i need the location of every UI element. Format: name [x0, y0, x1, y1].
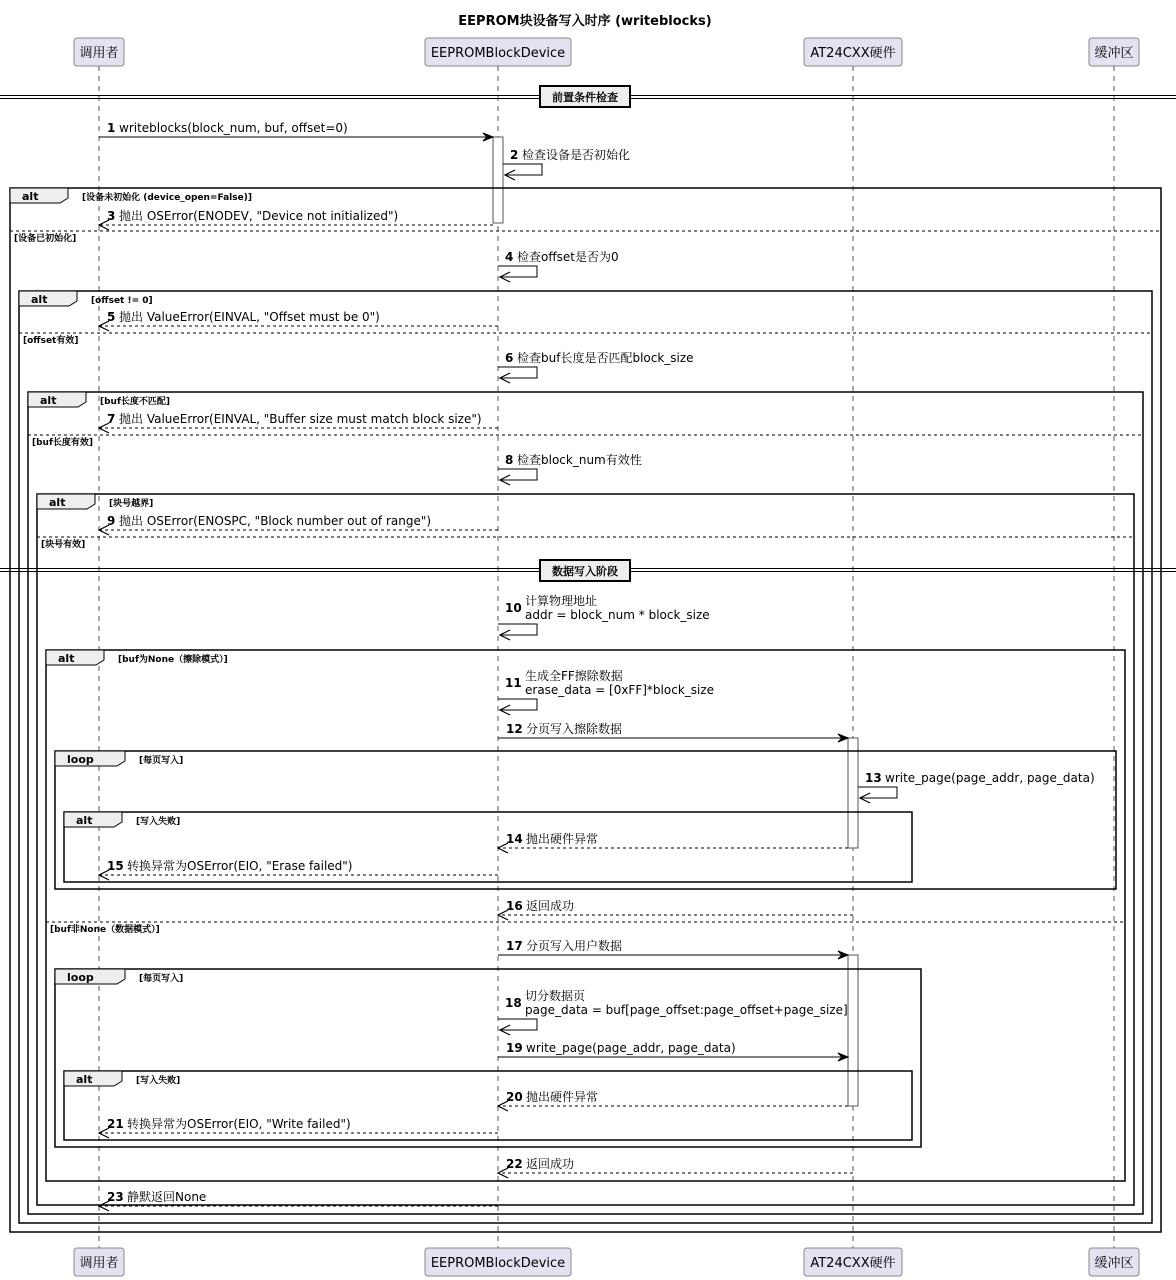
fragment-guard: [offset != 0] — [91, 296, 153, 306]
fragment-guard: [设备未初始化 (device_open=False)] — [82, 193, 252, 203]
message-2 — [503, 147, 630, 180]
message-label: 生成全FF擦除数据 — [525, 669, 623, 683]
message-3 — [99, 208, 493, 230]
message-label: 抛出 OSError(ENOSPC, "Block number out of range") — [119, 514, 432, 528]
fragment-tab — [19, 291, 77, 306]
message-19 — [498, 1041, 848, 1061]
message-label: 计算物理地址 — [525, 594, 598, 608]
message-number: 12 — [506, 722, 523, 736]
message-label: erase_data = [0xFF]*block_size — [525, 683, 715, 697]
fragment-keyword: alt — [76, 814, 93, 827]
message-number: 20 — [506, 1090, 523, 1104]
message-number: 19 — [506, 1041, 523, 1055]
fragment-keyword: alt — [31, 293, 48, 306]
message-label: 转换异常为OSError(EIO, "Erase failed") — [127, 859, 353, 873]
fragment-alt-1 — [10, 188, 1161, 1232]
message-6 — [498, 350, 694, 383]
message-label: 返回成功 — [526, 899, 575, 913]
activation-bar-3 — [848, 955, 858, 1106]
message-10 — [498, 593, 710, 640]
message-22 — [498, 1156, 853, 1178]
message-label: 抛出硬件异常 — [526, 832, 599, 846]
fragment-else-guard: [buf长度有效] — [32, 438, 93, 448]
fragment-tab — [64, 1071, 122, 1086]
participants — [74, 38, 1139, 1276]
message-label: 静默返回None — [127, 1190, 207, 1204]
combined-fragments — [10, 188, 1161, 1232]
divider-label: 数据写入阶段 — [552, 565, 618, 578]
participant-hw-bottom — [804, 1248, 902, 1276]
fragment-keyword: alt — [40, 394, 57, 407]
message-number: 8 — [505, 453, 514, 467]
participant-label: 缓冲区 — [1094, 1256, 1134, 1271]
section-divider-1 — [0, 86, 1176, 107]
fragment-alt-2 — [19, 291, 1152, 1223]
message-label: 抛出 ValueError(EINVAL, "Buffer size must match block size") — [119, 412, 482, 426]
message-number: 10 — [505, 601, 522, 615]
fragment-keyword: alt — [58, 652, 75, 665]
message-15 — [99, 858, 498, 880]
message-number: 15 — [107, 859, 124, 873]
message-14 — [498, 831, 848, 853]
participant-device-bottom — [425, 1248, 571, 1276]
participant-label: AT24CXX硬件 — [810, 1256, 896, 1271]
message-number: 4 — [505, 250, 514, 264]
message-number: 23 — [107, 1190, 124, 1204]
participant-label: EEPROMBlockDevice — [430, 46, 566, 61]
message-23 — [99, 1189, 498, 1211]
message-label: 分页写入用户数据 — [526, 939, 623, 953]
message-number: 11 — [505, 676, 522, 690]
fragment-guard: [写入失败] — [136, 1076, 181, 1086]
message-4 — [498, 249, 619, 282]
section-divider-2 — [0, 560, 1176, 581]
activation-bar-1 — [493, 137, 503, 223]
participant-label: 调用者 — [79, 1256, 119, 1271]
fragment-tab — [28, 392, 86, 407]
message-label: 检查buf长度是否匹配block_size — [517, 351, 694, 365]
message-number: 2 — [510, 148, 519, 162]
participant-device-top — [425, 38, 571, 66]
message-label: 分页写入擦除数据 — [526, 722, 623, 736]
message-16 — [498, 898, 853, 920]
participant-label: 缓冲区 — [1094, 46, 1134, 61]
message-label: 抛出 ValueError(EINVAL, "Offset must be 0") — [119, 310, 380, 324]
message-label: page_data = buf[page_offset:page_offset+page_size] — [525, 1003, 848, 1017]
fragment-keyword: alt — [76, 1073, 93, 1086]
message-label: write_page(page_addr, page_data) — [526, 1041, 736, 1055]
activation-bar-2 — [848, 738, 858, 848]
message-18 — [498, 988, 848, 1035]
fragment-else-guard: [offset有效] — [23, 336, 79, 346]
participant-label: 调用者 — [79, 46, 119, 61]
fragment-else-guard: [设备已初始化] — [14, 234, 77, 244]
message-number: 7 — [107, 412, 116, 426]
message-number: 16 — [506, 899, 523, 913]
message-number: 9 — [107, 514, 116, 528]
message-number: 14 — [506, 832, 523, 846]
fragment-tab — [10, 188, 68, 203]
message-number: 5 — [107, 310, 116, 324]
message-number: 1 — [107, 121, 116, 135]
message-17 — [498, 938, 848, 959]
message-number: 6 — [505, 351, 514, 365]
message-9 — [99, 513, 498, 535]
message-number: 3 — [107, 209, 116, 223]
fragment-tab — [46, 650, 104, 665]
participant-label: AT24CXX硬件 — [810, 46, 896, 61]
message-label: 检查offset是否为0 — [517, 250, 619, 264]
message-7 — [99, 411, 498, 433]
fragment-guard: [buf长度不匹配] — [100, 397, 170, 407]
fragment-guard: [每页写入] — [139, 974, 184, 984]
participant-caller-top — [74, 38, 124, 66]
message-5 — [99, 309, 498, 331]
fragment-guard: [每页写入] — [139, 756, 184, 766]
participant-hw-top — [804, 38, 902, 66]
participant-caller-bottom — [74, 1248, 124, 1276]
fragment-tab — [37, 494, 95, 509]
message-label: addr = block_num * block_size — [525, 608, 710, 622]
message-label: 检查设备是否初始化 — [522, 148, 631, 162]
message-label: 抛出 OSError(ENODEV, "Device not initialized") — [119, 209, 399, 223]
participant-buf-bottom — [1089, 1248, 1139, 1276]
fragment-else-guard: [buf非None（数据模式）] — [50, 925, 160, 935]
message-8 — [498, 452, 642, 485]
diagram-title: EEPROM块设备写入时序 (writeblocks) — [458, 14, 712, 29]
message-11 — [498, 668, 714, 715]
message-number: 18 — [505, 996, 522, 1010]
fragment-guard: [块号越界] — [109, 499, 154, 509]
message-number: 13 — [865, 771, 882, 785]
fragment-frame — [19, 291, 1152, 1223]
message-number: 17 — [506, 939, 523, 953]
message-label: write_page(page_addr, page_data) — [885, 771, 1095, 785]
message-label: 返回成功 — [526, 1157, 575, 1171]
fragment-keyword: loop — [67, 971, 94, 984]
fragment-frame — [10, 188, 1161, 1232]
fragment-keyword: loop — [67, 753, 94, 766]
fragment-tab — [64, 812, 122, 827]
participant-label: EEPROMBlockDevice — [430, 1256, 566, 1271]
message-number: 21 — [107, 1117, 124, 1131]
fragment-keyword: alt — [49, 496, 66, 509]
message-label: writeblocks(block_num, buf, offset=0) — [119, 121, 348, 135]
participant-buf-top — [1089, 38, 1139, 66]
message-label: 检查block_num有效性 — [517, 453, 642, 467]
message-21 — [99, 1116, 498, 1138]
message-label: 切分数据页 — [525, 989, 586, 1003]
message-13 — [858, 771, 1095, 803]
message-label: 抛出硬件异常 — [526, 1090, 599, 1104]
message-12 — [498, 721, 848, 742]
message-label: 转换异常为OSError(EIO, "Write failed") — [127, 1117, 351, 1131]
fragment-keyword: alt — [22, 190, 39, 203]
message-number: 22 — [506, 1157, 523, 1171]
fragment-guard: [写入失败] — [136, 817, 181, 827]
message-1 — [99, 121, 493, 141]
fragment-guard: [buf为None（擦除模式）] — [118, 655, 228, 665]
divider-label: 前置条件检查 — [552, 91, 618, 104]
fragment-else-guard: [块号有效] — [41, 540, 86, 550]
message-20 — [498, 1089, 848, 1111]
messages — [99, 121, 1095, 1211]
